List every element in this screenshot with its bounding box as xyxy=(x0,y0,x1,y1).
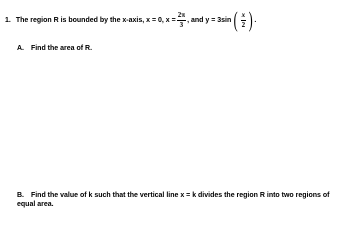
fraction-denominator: 3 xyxy=(179,20,184,29)
part-b-text: Find the value of k such that the vertical line x = k divides the region R into two regions of equal area. xyxy=(17,192,330,208)
question-number: 1. xyxy=(5,16,11,24)
part-a-text: Find the area of R. xyxy=(30,45,93,52)
sine-argument xyxy=(232,7,257,32)
fraction-two-pi-over-three xyxy=(177,12,186,29)
right-paren: ) xyxy=(248,7,253,32)
fraction-x-over-two xyxy=(241,12,247,29)
left-paren: ( xyxy=(233,7,238,32)
part-b xyxy=(17,191,337,209)
fraction-numerator: 2π xyxy=(177,10,186,19)
question-end: . xyxy=(254,16,257,24)
inner-numerator: x xyxy=(241,10,246,19)
part-a-letter: A. xyxy=(17,45,24,52)
part-b-letter: B. xyxy=(17,192,24,199)
inner-denominator: 2 xyxy=(241,20,246,29)
question-1 xyxy=(5,3,256,37)
part-a xyxy=(17,45,92,52)
question-stem: The region R is bounded by the x-axis, x = 0, x = xyxy=(15,16,176,24)
question-conjunction: , and y = 3sin xyxy=(187,16,232,24)
